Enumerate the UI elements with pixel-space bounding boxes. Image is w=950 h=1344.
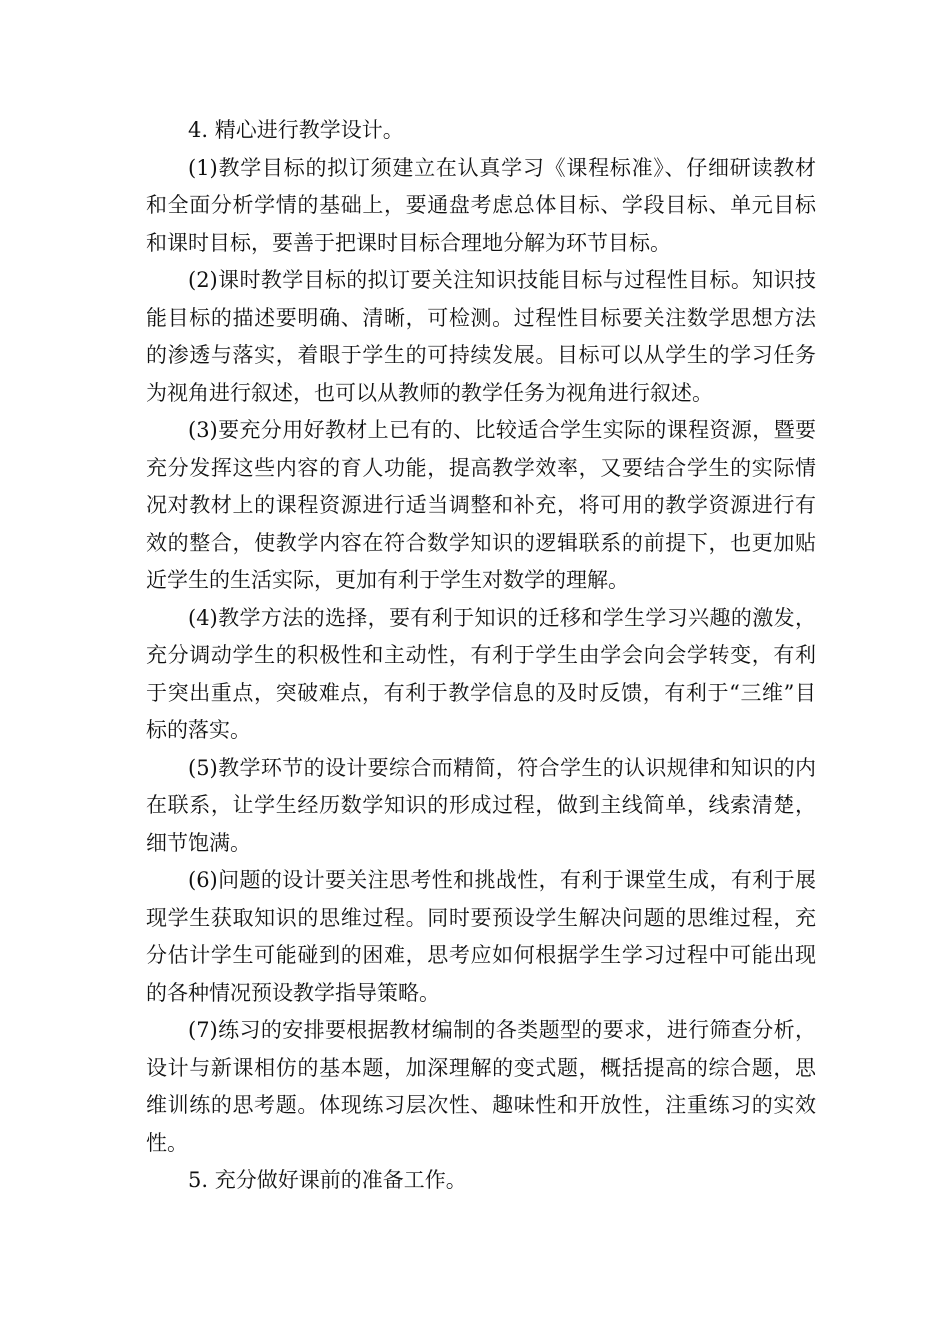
paragraph-item-6: (6)问题的设计要关注思考性和挑战性，有利于课堂生成，有利于展现学生获取知识的思维过程。同时要预设学生解决问题的思维过程，充分估计学生可能碰到的困难，思考应如何根据学生学习过程中可能出现的各种情况预设教学指导策略。	[146, 868, 816, 1005]
paragraph-item-7: (7)练习的安排要根据教材编制的各类题型的要求，进行筛查分析，设计与新课相仿的基本题，加深理解的变式题，概括提高的综合题，思维训练的思考题。体现练习层次性、趣味性和开放性，注重练习的实效性。	[146, 1018, 816, 1155]
paragraph-item-4: (4)教学方法的选择，要有利于知识的迁移和学生学习兴趣的激发，充分调动学生的积极性和主动性，有利于学生由学会向会学转变，有利于突出重点，突破难点，有利于教学信息的及时反馈，有利于“三维”目标的落实。	[146, 605, 816, 742]
paragraph-item-2: (2)课时教学目标的拟订要关注知识技能目标与过程性目标。知识技能目标的描述要明确、清晰，可检测。过程性目标要关注数学思想方法的渗透与落实，着眼于学生的可持续发展。目标可以从学生的学习任务为视角进行叙述，也可以从教师的教学任务为视角进行叙述。	[146, 268, 816, 405]
section-heading-4: 4. 精心进行教学设计。	[188, 118, 404, 142]
paragraph-item-1: (1)教学目标的拟订须建立在认真学习《课程标准》、仔细研读教材和全面分析学情的基础上，要通盘考虑总体目标、学段目标、单元目标和课时目标，要善于把课时目标合理地分解为环节目标。	[146, 155, 816, 255]
section-heading-5: 5. 充分做好课前的准备工作。	[188, 1168, 467, 1192]
paragraph-item-5: (5)教学环节的设计要综合而精简，符合学生的认识规律和知识的内在联系，让学生经历数学知识的形成过程，做到主线简单，线索清楚，细节饱满。	[146, 755, 816, 855]
paragraph-item-3: (3)要充分用好教材上已有的、比较适合学生实际的课程资源，暨要充分发挥这些内容的育人功能，提高教学效率，又要结合学生的实际情况对教材上的课程资源进行适当调整和补充，将可用的教学资源进行有效的整合，使教学内容在符合数学知识的逻辑联系的前提下，也更加贴近学生的生活实际，更加有利于学生对数学的理解。	[146, 418, 816, 592]
document-body	[146, 112, 816, 1200]
